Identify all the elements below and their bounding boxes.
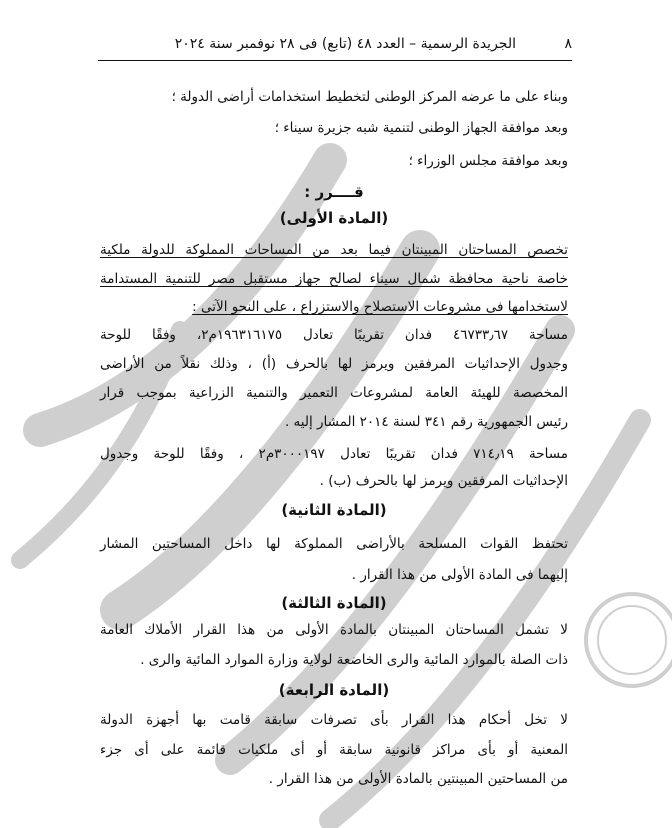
article-line: من المساحتين المبينتين بالمادة الأولى من هذا القرار . xyxy=(268,771,568,787)
article-line: الإحداثيات المرفقين ويرمز لها بالحرف (ب) . xyxy=(319,473,568,489)
article-line: تحتفظ القوات المسلحة بالأراضى المملوكة لها داخل المساحتين المشار xyxy=(100,536,568,552)
preamble-line: وبناء على ما عرضه المركز الوطنى لتخطيط استخدامات أراضى الدولة ؛ xyxy=(171,89,568,105)
article-line: مساحة ٧١٤٫١٩ فدان تقريبًا تعادل ٣٠٠٠١٩٧م٢ ، وفقًا للوحة وجدول xyxy=(100,446,568,462)
article-line: المعنية أو بأى مراكز قانونية سابقة أو أى ملكيات قائمة على أى جزء xyxy=(100,742,568,758)
article-heading: (المادة الرابعة) xyxy=(278,681,390,699)
article-line: المخصصة للهيئة العامة لمشروعات التعمير والتنمية الزراعية بموجب قرار xyxy=(100,385,568,401)
preamble-line: وبعد موافقة الجهاز الوطنى لتنمية شبه جزيرة سيناء ؛ xyxy=(274,120,568,136)
article-line: ذات الصلة بالموارد المائية والرى الخاضعة لولاية وزارة الموارد المائية والرى . xyxy=(140,652,568,668)
article-heading: (المادة الأولى) xyxy=(279,209,389,227)
article-line: إليهما فى المادة الأولى من هذا القرار . xyxy=(351,567,568,583)
decision-label: قــــرر : xyxy=(304,183,364,201)
article-line: وجدول الإحداثيات المرفقين ويرمز لها بالحرف (أ) ، وذلك نقلاً من الأراضى xyxy=(100,356,568,372)
article-line: تخصص المساحتان المبينتان فيما بعد من المساحات المملوكة للدولة ملكية xyxy=(100,242,568,258)
article-heading: (المادة الثانية) xyxy=(281,501,387,519)
article-line: مساحة ٤٦٧٣٣٫٦٧ فدان تقريبًا تعادل ١٩٦٣١٦١٧٥م٢، وفقًا للوحة xyxy=(100,327,568,343)
article-heading: (المادة الثالثة) xyxy=(281,594,387,612)
journal-title: الجريدة الرسمية – العدد ٤٨ (تابع) فى ٢٨ نوفمبر سنة ٢٠٢٤ xyxy=(174,36,516,52)
article-line: لاستخدامها فى مشروعات الاستصلاح والاستزراع ، على النحو الآتى : xyxy=(192,299,568,315)
article-line: لا تخل أحكام هذا القرار بأى تصرفات سابقة قامت بها أجهزة الدولة xyxy=(100,712,568,728)
page-number: ٨ xyxy=(564,36,572,52)
article-line: لا تشمل المساحتان المبينتان بالمادة الأولى من هذا القرار الأملاك العامة xyxy=(100,622,568,638)
preamble-line: وبعد موافقة مجلس الوزراء ؛ xyxy=(408,153,568,169)
page-header xyxy=(98,34,572,61)
article-line: خاصة ناحية محافظة شمال سيناء لصالح جهاز مستقبل مصر للتنمية المستدامة xyxy=(100,271,568,287)
article-line: رئيس الجمهورية رقم ٣٤١ لسنة ٢٠١٤ المشار إليه . xyxy=(284,414,568,430)
